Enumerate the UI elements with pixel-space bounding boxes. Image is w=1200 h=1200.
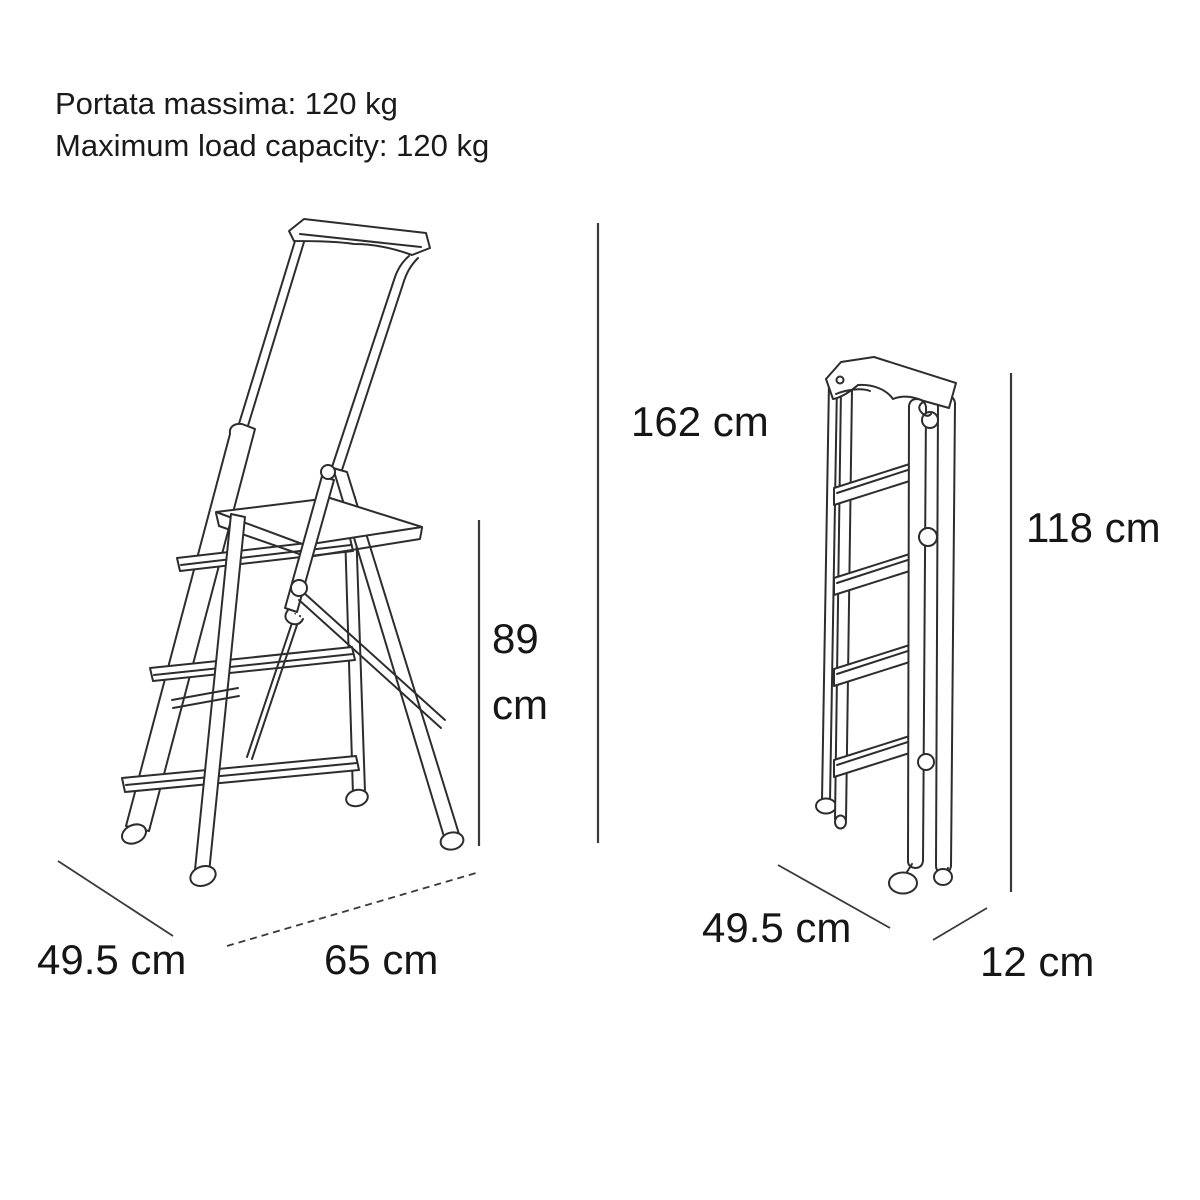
max-load-italian: Portata massima: 120 kg <box>55 86 398 121</box>
open-ladder-drawing <box>119 219 465 889</box>
label-folded-width: 12 cm <box>980 938 1095 985</box>
label-open-depth: 49.5 cm <box>37 936 187 983</box>
label-open-total-height: 162 cm <box>631 398 769 445</box>
folded-ladder-drawing <box>816 357 956 894</box>
label-folded-depth: 49.5 cm <box>702 904 852 951</box>
dimension-line-open-depth <box>58 861 173 936</box>
max-load-english: Maximum load capacity: 120 kg <box>55 128 490 163</box>
label-folded-height: 118 cm <box>1026 504 1161 551</box>
label-open-platform-height <box>492 606 548 738</box>
label-open-platform-height-unit: cm <box>492 681 548 728</box>
load-capacity-note <box>55 83 489 167</box>
label-open-width: 65 cm <box>324 936 439 983</box>
label-open-platform-height-value: 89 <box>492 615 539 662</box>
dimension-line-folded-width <box>933 908 987 940</box>
